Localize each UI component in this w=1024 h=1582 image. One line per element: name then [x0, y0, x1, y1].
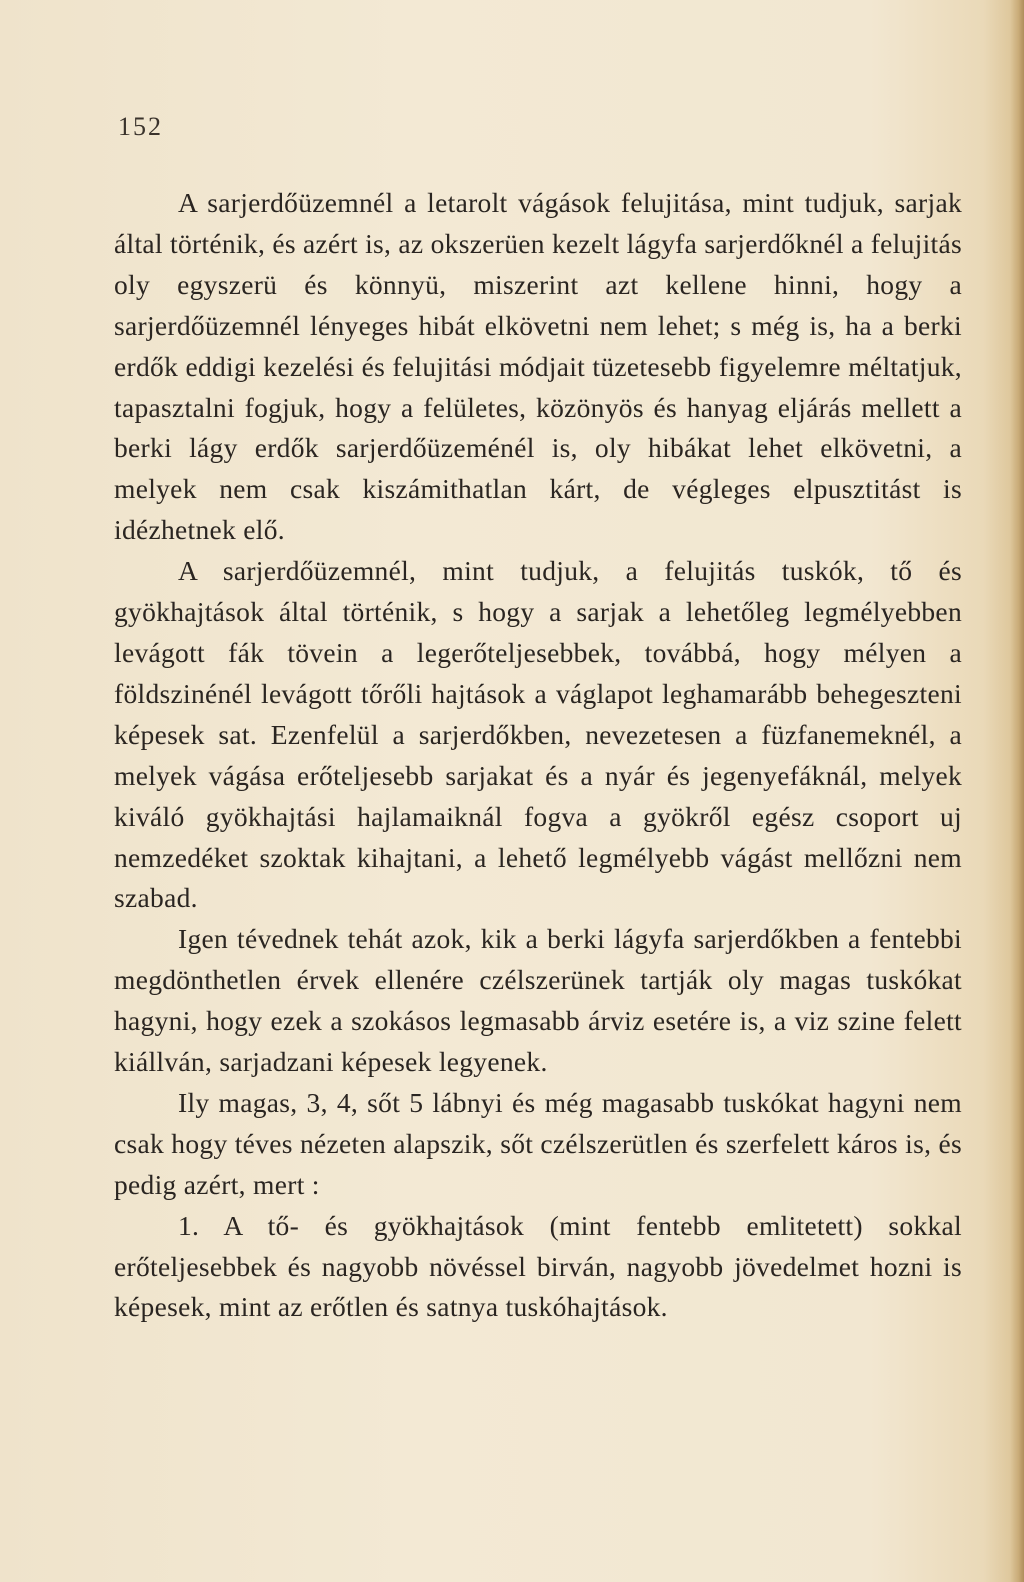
paragraph: 1. A tő- és gyökhajtások (mint fentebb emlitetett) sokkal erőteljesebbek és nagyobb növéssel birván, nagyobb jövedelmet hozni is képesek, mint az erőtlen és satnya tuskóhajtások.	[114, 1209, 962, 1323]
page-edge-shadow	[1010, 0, 1024, 1582]
paragraph: A sarjerdőüzemnél a letarolt vágások felujitása, mint tudjuk, sarjak által történik, és azért is, az okszerüen kezelt lágyfa sarjerdőknél a felujitás oly egyszerü és könnyü, miszerint azt kellene hinni, hogy a sarjerdőüzemnél lényeges hibát elkövetni nem lehet; s még is, ha a berki erdők eddigi kezelési és felujitási módjait tüzetesebb figyelemre méltatjuk, tapasztalni fogjuk, hogy a felületes, közönyös és hanyag eljárás mellett a berki lágy erdők sarjerdőüzeménél is, oly hibákat lehet elkövetni, a melyek nem csak kiszámithatlan kárt, de végleges elpusztitást is idézhetnek elő.	[114, 187, 962, 546]
body-text	[114, 183, 962, 1328]
paragraph: Ily magas, 3, 4, sőt 5 lábnyi és még magasabb tuskókat hagyni nem csak hogy téves nézeten alapszik, sőt czélszerütlen és szerfelett káros is, és pedig azért, mert :	[114, 1086, 962, 1200]
paragraph: A sarjerdőüzemnél, mint tudjuk, a felujitás tuskók, tő és gyökhajtások által történik, s hogy a sarjak a lehetőleg legmélyebben levágott fák tövein a legerőteljesebbek, továbbá, hogy mélyen a földszinénél levágott tőrőli hajtások a váglapot leghamarább behegeszteni képesek sat. Ezenfelül a sarjerdőkben, nevezetesen a füzfanemeknél, a melyek vágása erőteljesebb sarjakat és a nyár és jegenyefáknál, melyek kiváló gyökhajtási hajlamaiknál fogva a gyökről egész csoport uj nemzedéket szoktak kihajtani, a lehető legmélyebb vágást mellőzni nem szabad.	[114, 555, 962, 914]
page-number: 152	[118, 112, 163, 141]
paragraph: Igen tévednek tehát azok, kik a berki lágyfa sarjerdőkben a fentebbi megdönthetlen érvek ellenére czélszerünek tartják oly magas tuskókat hagyni, hogy ezek a szokásos legmasabb árviz esetére is, a viz szine felett kiállván, sarjadzani képesek legyenek.	[114, 923, 962, 1078]
